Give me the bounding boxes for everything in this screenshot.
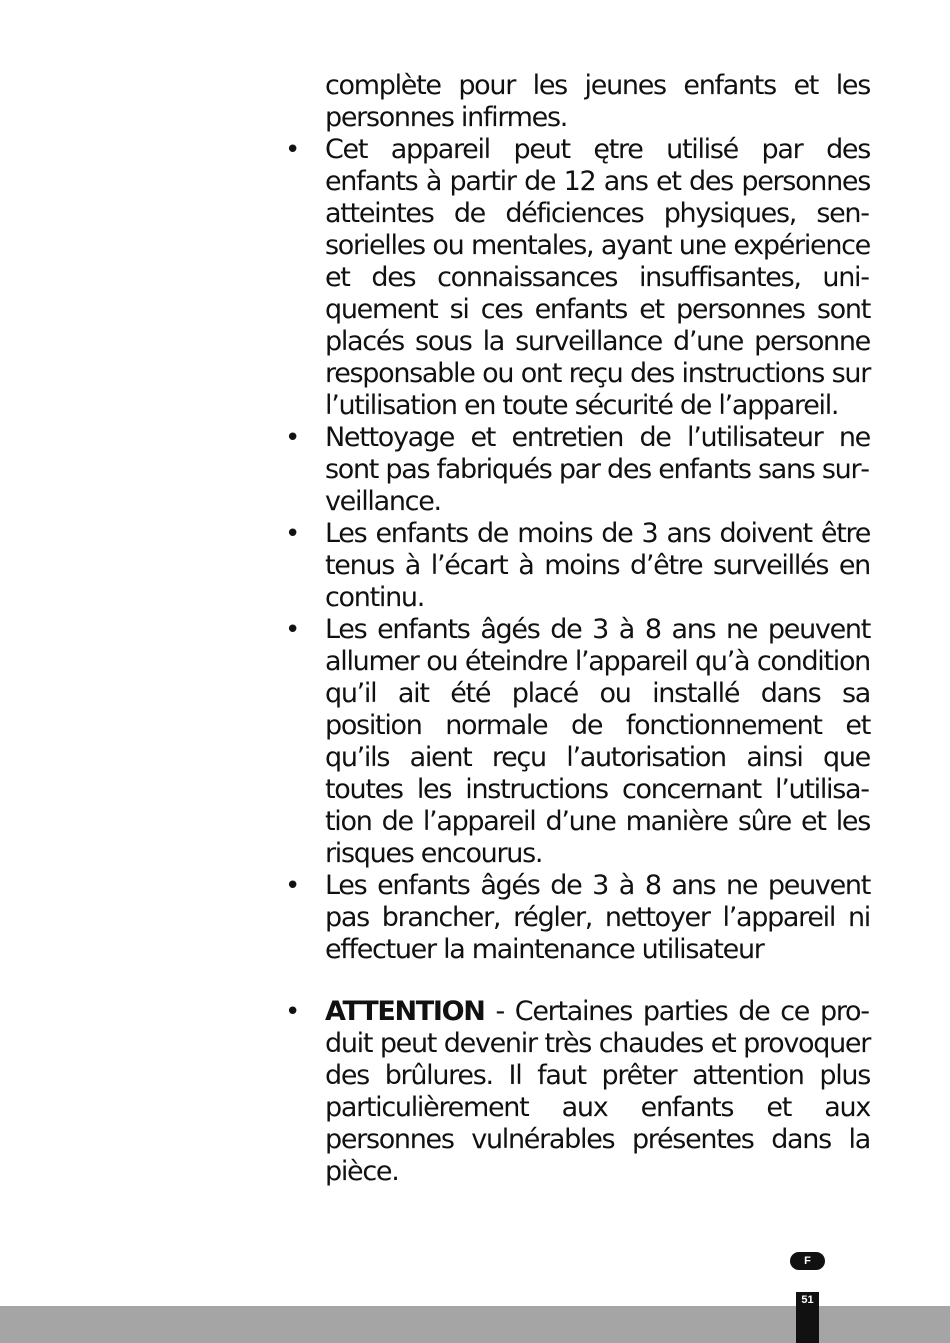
bullet-marker: •: [285, 423, 300, 453]
warnings-text-block: [285, 70, 870, 1188]
bullet-item: [285, 870, 870, 966]
bullet-item: [285, 518, 870, 614]
bullet-item: [285, 134, 870, 422]
page-number: 51: [801, 1294, 814, 1306]
bullet-item-text: Nettoyage et entretien de l’utilisateur ne sont pas fabriqués par des enfants sans surveillance.: [325, 422, 870, 517]
bullet-item: [285, 422, 870, 518]
paragraph-spacer: [325, 966, 870, 996]
bullet-item-text: Les enfants âgés de 3 à 8 ans ne peuvent pas brancher, régler, nettoyer l’appareil ni effectuer la maintenance utilisateur: [325, 870, 870, 965]
continuation-paragraph: complète pour les jeunes enfants et les personnes infirmes.: [325, 70, 870, 133]
bullet-marker: •: [285, 997, 300, 1027]
attention-item: [285, 996, 870, 1188]
bullet-item-text: Les enfants âgés de 3 à 8 ans ne peuvent allumer ou éteindre l’appareil qu’à condition qu’il ait été placé ou installé dans sa position normale de fonctionnement et qu’ils aient reçu l’autorisation ainsi que toutes les instructions concernant l’utilisation de l’appareil d’une manière sûre et les risques encourus.: [325, 614, 870, 869]
bullet-item-text: Cet appareil peut ętre utilisé par des enfants à partir de 12 ans et des personnes atteintes de déficiences physiques, sensorielles ou mentales, ayant une expérience et des connaissances insuffisantes, uniquement si ces enfants et personnes sont placés sous la surveillance d’une personne responsable ou ont reçu des instructions sur l’utilisation en toute sécurité de l’appareil.: [325, 134, 870, 421]
language-badge: F: [790, 1252, 825, 1270]
bullet-marker: •: [285, 135, 300, 165]
bullet-marker: •: [285, 519, 300, 549]
attention-text: - Certaines parties de ce produit peut devenir très chaudes et provoquer des brûlures. Il faut prêter attention plus particulièrement aux enfants et aux personnes vulnérables présentes dans la pièce.: [325, 996, 870, 1187]
attention-label: ATTENTION: [325, 996, 485, 1027]
bullet-item-text: Les enfants de moins de 3 ans doivent être tenus à l’écart à moins d’être surveillés en continu.: [325, 518, 870, 613]
page-number-tab: [796, 1292, 819, 1343]
bullet-item: [285, 614, 870, 870]
bullet-marker: •: [285, 615, 300, 645]
bullet-marker: •: [285, 871, 300, 901]
